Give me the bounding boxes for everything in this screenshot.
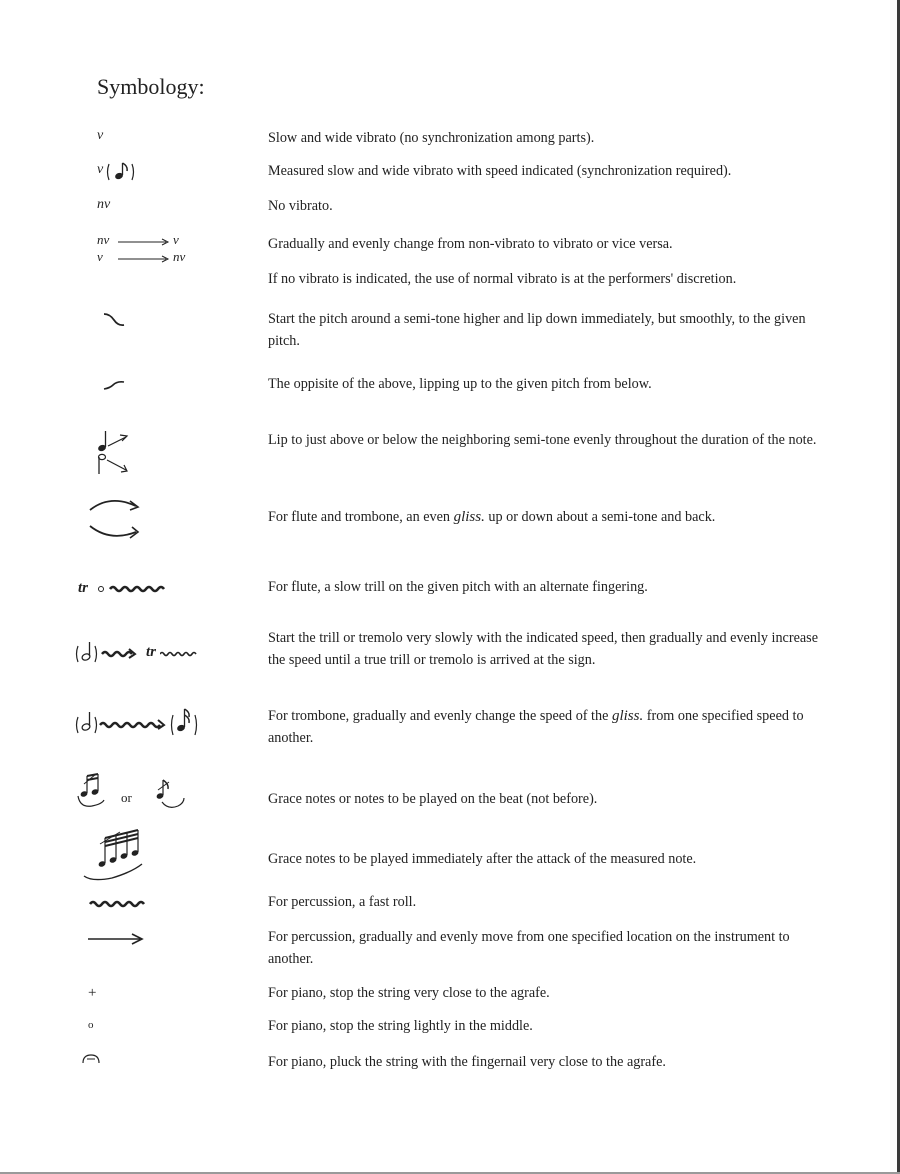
desc-stop-middle: For piano, stop the string lightly in the middle. bbox=[268, 1018, 533, 1034]
desc-lip-down: Start the pitch around a semi-tone higher and lip down immediately, but smoothly, to the given pitch. bbox=[268, 311, 806, 349]
desc-fast-roll: For percussion, a fast roll. bbox=[268, 894, 417, 910]
single-grace-note-icon bbox=[150, 776, 190, 812]
fast-roll-icon bbox=[88, 897, 148, 911]
plus-symbol: + bbox=[88, 985, 97, 1001]
change-arrows-icon bbox=[118, 236, 172, 266]
measured-vibrato-symbol: v bbox=[97, 162, 104, 177]
gliss-term-2: gliss. bbox=[611, 708, 644, 724]
neighbor-lip-icon bbox=[94, 428, 138, 478]
grace-notes-after-attack-icon bbox=[82, 826, 154, 884]
nv-label: nv bbox=[97, 232, 110, 247]
desc-accelerating-trill: Start the trill or tremolo very slowly with the indicated speed, then gradually and evenly increase the speed until a true trill or tremolo is arrived at the sign. bbox=[268, 630, 818, 668]
desc-neighbor-lip: Lip to just above or below the neighboring semi-tone evenly throughout the duration of the note. bbox=[268, 432, 817, 448]
desc-gliss-1a: For flute and trombone, an even bbox=[268, 509, 454, 525]
gliss-arcs-icon bbox=[86, 496, 146, 544]
desc-lip-up: The oppisite of the above, lipping up to the given pitch from below. bbox=[268, 376, 652, 392]
alt-fingering-trill-icon bbox=[96, 580, 172, 598]
desc-stop-agrafe: For piano, stop the string very close to the agrafe. bbox=[268, 985, 550, 1001]
desc-gliss-flute-trombone bbox=[268, 506, 833, 528]
accelerating-trill-icon bbox=[74, 638, 148, 666]
circle-symbol: o bbox=[88, 1019, 94, 1031]
desc-change-vibrato: Gradually and evenly change from non-vibrato to vibrato or vice versa. bbox=[268, 236, 673, 252]
desc-gliss-1b: up or down about a semi-tone and back. bbox=[484, 509, 716, 525]
no-vibrato-symbol: nv bbox=[97, 197, 111, 212]
grace-notes-on-beat-icon bbox=[74, 770, 110, 812]
desc-gliss-2a: For trombone, gradually and evenly change the speed of the bbox=[268, 708, 612, 724]
desc-no-vibrato: No vibrato. bbox=[268, 198, 333, 214]
desc-measured-vibrato: Measured slow and wide vibrato with speed indicated (synchronization required). bbox=[268, 163, 732, 179]
trill-label: tr bbox=[78, 580, 89, 596]
desc-slow-trill: For flute, a slow trill on the given pitch with an alternate fingering. bbox=[268, 579, 648, 595]
gliss-term: gliss. bbox=[453, 509, 485, 525]
trill-label-2: tr bbox=[146, 644, 157, 660]
desc-normal-vibrato: If no vibrato is indicated, the use of normal vibrato is at the performers' discretion. bbox=[268, 271, 737, 287]
v-label-2: v bbox=[97, 249, 103, 264]
lip-down-icon bbox=[102, 310, 128, 330]
desc-grace-on-beat: Grace notes or notes to be played on the beat (not before). bbox=[268, 791, 598, 807]
fingernail-pluck-icon bbox=[80, 1052, 104, 1066]
or-label: or bbox=[121, 790, 132, 805]
nv-label-2: nv bbox=[173, 249, 186, 264]
desc-gliss-2b: from one specified speed to another. bbox=[268, 708, 804, 746]
v-label: v bbox=[173, 232, 179, 247]
desc-grace-after-attack: Grace notes to be played immediately after the attack of the measured note. bbox=[268, 851, 697, 867]
move-arrow-icon bbox=[88, 931, 144, 947]
eighth-note-speed-icon bbox=[106, 160, 140, 184]
page-title: Symbology: bbox=[97, 74, 205, 99]
lip-up-icon bbox=[102, 378, 128, 392]
gliss-speed-change-icon bbox=[74, 705, 208, 739]
desc-pluck-fingernail: For piano, pluck the string with the fingernail very close to the agrafe. bbox=[268, 1054, 666, 1070]
desc-vibrato: Slow and wide vibrato (no synchronization among parts). bbox=[268, 130, 595, 146]
desc-gliss-speed-change bbox=[268, 705, 833, 749]
desc-move-location: For percussion, gradually and evenly move from one specified location on the instrument to another. bbox=[268, 929, 790, 967]
tremolo-wave-icon bbox=[160, 648, 200, 660]
vibrato-symbol: v bbox=[97, 128, 104, 143]
